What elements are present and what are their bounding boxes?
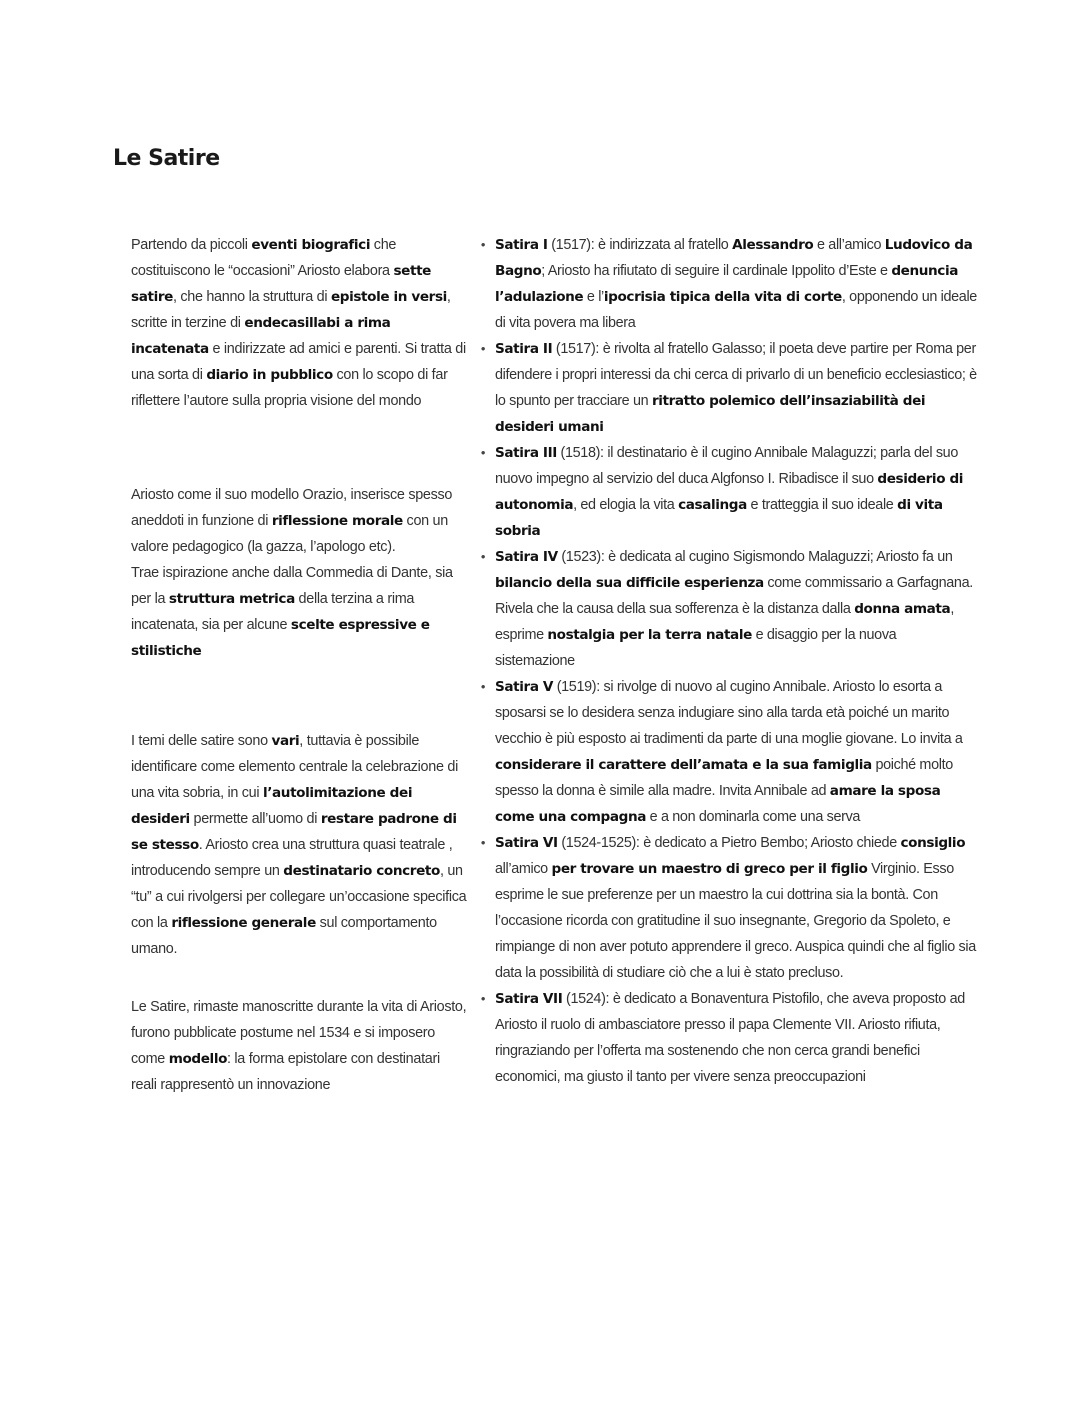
satira-5-item: • Satira V (1519): si rivolge di nuovo al cugino Annibale. Ariosto lo esorta a sposarsi se lo desidera senza indugiare sino alla tarda età poiché un marito vecchio è più esposto ai tradimenti da parte di una moglie giovane. Lo invita a considerare il carattere dell’amata e la sua famiglia poiché molto spesso la donna è simile alla madre. Invita Annibale ad amare la sposa come una compagna e a non dominarla come una serva	[477, 674, 977, 830]
satira-2-item: • Satira II (1517): è rivolta al fratello Galasso; il poeta deve partire per Roma per difendere i propri interessi da chi cerca di privarlo di un beneficio ecclesiastico; è lo spunto per tracciare un ritratto polemico dell’insaziabilità dei desideri umani	[477, 336, 977, 440]
bullet-icon: •	[480, 445, 486, 460]
bullet-icon: •	[480, 341, 486, 356]
bullet-icon: •	[480, 237, 486, 252]
satira-1-item: • Satira I (1517): è indirizzata al fratello Alessandro e all’amico Ludovico da Bagno; Ariosto ha rifiutato di seguire il cardinale Ippolito d’Este e denuncia l’adulazione e l’ipocrisia tipica della vita di corte, opponendo un ideale di vita povera ma libera	[477, 232, 977, 336]
bullet-icon: •	[480, 549, 486, 564]
publication-paragraph: Le Satire, rimaste manoscritte durante la vita di Ariosto, furono pubblicate postume nel 1534 e si imposero come modello: la forma epistolare con destinatari reali rappresentò un innovazione	[131, 999, 467, 1093]
satira-3-item: • Satira III (1518): il destinatario è il cugino Annibale Malaguzzi; parla del suo nuovo impegno al servizio del duca Algfonso I. Ribadisce il suo desiderio di autonomia, ed elogia la vita casalinga e tratteggia il suo ideale di vita sobria	[477, 440, 977, 544]
themes-paragraph: I temi delle satire sono vari, tuttavia è possibile identificare come elemento centrale la celebrazione di una vita sobria, in cui l’autolimitazione dei desideri permette all’uomo di restare padrone di se stesso. Ariosto crea una struttura quasi teatrale , introducendo sempre un destinatario concreto, un “tu” a cui rivolgersi per collegare un’occasione specifica con la riflessione generale sul comportamento umano.	[131, 733, 467, 957]
horace-paragraph: Ariosto come il suo modello Orazio, inserisce spesso aneddoti in funzione di riflessione morale con un valore pedagogico (la gazza, l’apologo etc). Trae ispirazione anche dalla Commedia di Dante, sia per la struttura metrica della terzina a rima incatenata, sia per alcune scelte espressive e stilistiche	[131, 487, 453, 659]
page-title: Le Satire	[113, 146, 220, 171]
bullet-icon: •	[480, 991, 486, 1006]
bullet-icon: •	[480, 835, 486, 850]
satira-4-item: • Satira IV (1523): è dedicata al cugino Sigismondo Malaguzzi; Ariosto fa un bilancio della sua difficile esperienza come commissario a Garfagnana. Rivela che la causa della sua sofferenza è la distanza dalla donna amata, esprime nostalgia per la terra natale e disaggio per la nuova sistemazione	[477, 544, 977, 674]
satira-6-item: • Satira VI (1524-1525): è dedicato a Pietro Bembo; Ariosto chiede consiglio all’amico per trovare un maestro di greco per il figlio Virginio. Esso esprime le sue preferenze per un maestro la cui dottrina sia la bontà. Con l’occasione ricorda con gratitudine il suo insegnante, Gregorio da Spoleto, e rimpiange di non aver potuto apprendere il greco. Auspica quindi che al figlio sia data la possibilità di studiare ciò che a lui è stato precluso.	[477, 830, 977, 986]
satire-list	[477, 232, 977, 1090]
bullet-icon: •	[480, 679, 486, 694]
satira-7-item: • Satira VII (1524): è dedicato a Bonaventura Pistofilo, che aveva proposto ad Ariosto il ruolo di ambasciatore presso il papa Clemente VII. Ariosto rifiuta, ringraziando per l’offerta ma sostenendo che non cerca grandi benefici economici, ma giusto il tanto per vivere senza preoccupazioni	[477, 986, 977, 1090]
intro-paragraph: Partendo da piccoli eventi biografici che costituiscono le “occasioni” Ariosto elabora sette satire, che hanno la struttura di epistole in versi, scritte in terzine di endecasillabi a rima incatenata e indirizzate ad amici e parenti. Si tratta di una sorta di diario in pubblico con lo scopo di far riflettere l’autore sulla propria visione del mondo	[131, 237, 466, 409]
